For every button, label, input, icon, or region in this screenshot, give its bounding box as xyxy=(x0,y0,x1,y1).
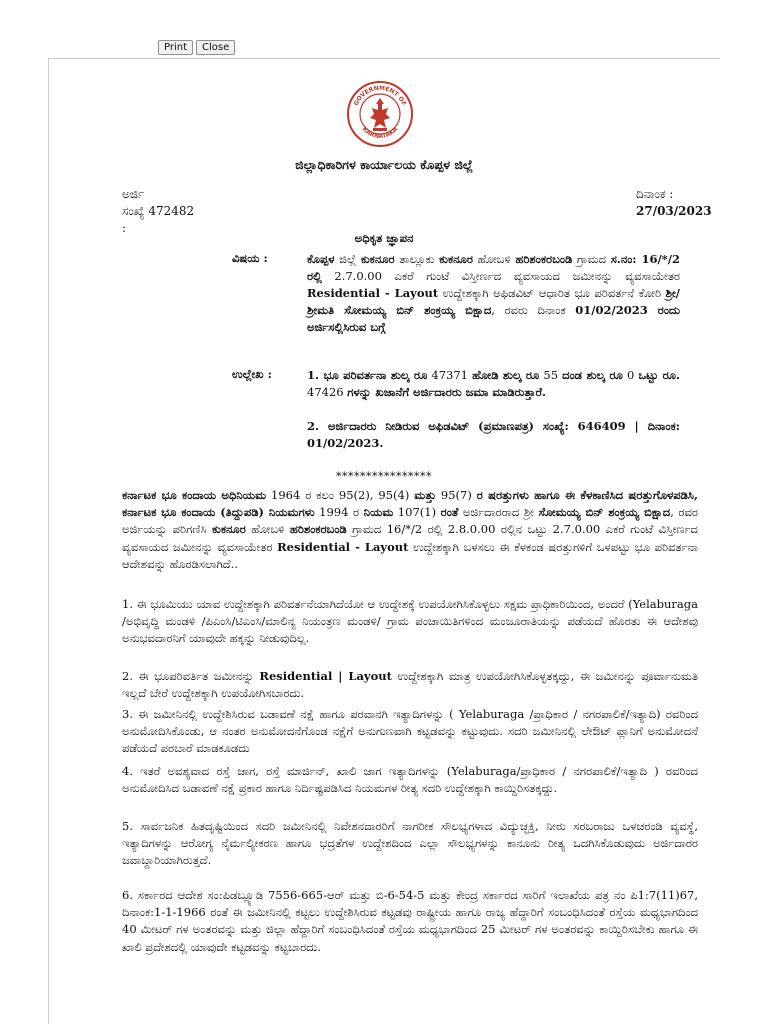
subject-text-1: ಜಿಲ್ಲೆ xyxy=(334,252,361,266)
condition-6: 6. ಸರ್ಕಾರದ ಆದೇಶ ಸಂ:ಪಿಡಬ್ಲ್ಯೂಡಿ 7556-665-ಆರ್ ಮತ್ತು ಬಿ-6-54-5 ಮತ್ತು ಕೇಂದ್ರ ಸರ್ಕಾರದ ಸಾರಿಗೆ ಇಲಾಖೆಯ ಪತ್ರ ನಂ ಪಿ1:7(11)67, ದಿನಾಂಕ:1-1-1966 ರಂತೆ ಈ ಜಮೀನಿನಲ್ಲಿ ಕಟ್ಟಲು ಉದ್ದೇಶಿಸಿರುವ ಕಟ್ಟಡವು ರಾಷ್ಟ್ರೀಯ ಹಾಗೂ ರಾಜ್ಯ ಹೆದ್ದಾರಿಗೆ ಸಂಬಂಧಿಸಿದಂತೆ ರಸ್ತೆಯ ಮಧ್ಯಭಾಗದಿಂದ 40 ಮೀಟರ್ ಗಳ ಅಂತರವನ್ನು ಮತ್ತು ಜಿಲ್ಲಾ ಹೆದ್ದಾರಿಗೆ ಸಂಬಂಧಿಸಿದಂತೆ ರಸ್ತೆಯ ಮಧ್ಯಭಾಗದಿಂದ 25 ಮೀಟರ್ ಗಳ ಅಂತರವನ್ನು ಕಾಯ್ದಿರಿಸಬೇಕು ಹಾಗೂ ಈ ಖಾಲಿ ಪ್ರದೇಶದಲ್ಲಿ ಯಾವುದೇ ಕಟ್ಟಡವನ್ನು ಕಟ್ಟಬಾರದು. xyxy=(122,888,698,954)
toolbar xyxy=(158,40,235,55)
subject-text-4: ಗ್ರಾಮದ xyxy=(572,252,611,266)
ref-hodi-label: ಹೋಡಿ ಶುಲ್ಕ ರೂ xyxy=(472,368,540,382)
date-value: 27/03/2023 xyxy=(636,204,712,218)
subject-survey-number: ಸ.ನಂ: 16/*/2 ರಲ್ಲಿ xyxy=(307,252,680,283)
condition-3: 3. ಈ ಜಮೀನಿನಲ್ಲಿ ಉದ್ದೇಶಿಸಿರುವ ಬಡಾವಣೆ ನಕ್ಷೆ ಹಾಗೂ ಪರವಾನಗಿ ಇತ್ಯಾದಿಗಳನ್ನು ( Yelaburaga /ಪ್ರಾಧಿಕಾರ / ನಗರಪಾಲಿಕೆ/ಇತ್ಯಾದಿ) ರವರಿಂದ ಅನುಮೋದಿಸಿಕೊಂಡು, ಆ ನಂತರ ಅನುಮೋದನೆಗೊಂಡ ನಕ್ಷೆಗೆ ಅನುಗುಣವಾಗಿ ಕಟ್ಟಡವನ್ನು ಕಟ್ಟುವುದು. ಸದರಿ ಜಮೀನಿನಲ್ಲಿ ಲೇಔಟ್ ಪ್ಲಾನಿಗೆ ಅನುಮೋದನೆ ಪಡೆಯದೆ ಪರಬಾರೆ ಮಾಡಕೂಡದು xyxy=(122,707,698,756)
emblem-top-text: GOVERNMENT OF xyxy=(352,84,408,107)
page-top-border xyxy=(48,58,720,59)
intro-text-p: ಗ್ರಾಮದ 16/*/2 ರಲ್ಲಿ 2.8.0.00 ರಲ್ಲಿನ ಒಟ್ಟು 2.7.0.00 ಎಕರೆ ಗುಂಟೆ ವಿಸ್ತೀರ್ಣದ ವ್ಯವಸಾಯದ ಜಮೀನನ್ನು ವ್ಯವಸಾಯೇತರ xyxy=(122,522,698,554)
intro-sections: 1964 ರ ಕಲಂ 95(2), 95(4) xyxy=(266,488,415,502)
reference-item-2: 2. ಅರ್ಜಿದಾರರು ನೀಡಿರುವ ಅಫಿಡವಿಟ್ (ಪ್ರಮಾಣಪತ್ರ) ಸಂಖ್ಯೆ: 646409 | ದಿನಾಂಕ: 01/02/2023. xyxy=(307,419,680,450)
intro-rule: ನಿಯಮ xyxy=(363,505,394,520)
application-number-block xyxy=(122,186,194,237)
date-label: ದಿನಾಂಕ : xyxy=(636,187,674,201)
intro-purpose: Residential - Layout xyxy=(277,539,409,554)
subject-purpose: Residential - Layout xyxy=(307,286,439,300)
condition-5: 5. ಸಾರ್ವಜನಿಕ ಹಿತದೃಷ್ಟಿಯಿಂದ ಸದರಿ ಜಮೀನಿನಲ್ಲಿ ನಿವೇಶನದಾರರಿಗೆ ನಾಗರೀಕ ಸೌಲಭ್ಯಗಳಾದ ವಿದ್ಯುಚ್ಛಕ್ತಿ, ನೀರು ಸರಬರಾಜು ಒಳಚರಂಡಿ ವ್ಯವಸ್ಥೆ, ಇತ್ಯಾದಿಗಳನ್ನು ಆರೋಗ್ಯ ನೈರ್ಮಲ್ಯೀಕರಣ ಹಾಗೂ ಭದ್ರತೆಗಳ ಉದ್ದೇಶದಿಂದ ಎಲ್ಲಾ ಸೌಲಭ್ಯಗಳನ್ನು ಕಾನೂನು ರೀತ್ಯ ಒದಗಿಸಿಕೊಡುವುದು ಅರ್ಜಿದಾರರ ಜವಾಬ್ದಾರಿಯಾಗಿರುತ್ತದೆ. xyxy=(122,819,698,868)
intro-applicant-prefix: ಅರ್ಜಿದಾರರಾದ ಶ್ರೀ xyxy=(458,505,539,520)
intro-paragraph xyxy=(122,487,698,573)
condition-2-text-c: ಉದ್ದೇಶಕ್ಕಾಗಿ ಮಾತ್ರ ಉಪಯೋಗಿಸಿಕೊಳ್ಳತಕ್ಕದ್ದು, ಈ ಜಮೀನನ್ನು ಪೂರ್ವಾನುಮತಿ ಇಲ್ಲದೆ ಬೇರೆ ಉದ್ದೇಶಕ್ಕಾಗಿ ಉಪಯೋಗಿಸಬಾರದು. xyxy=(122,669,698,701)
intro-text-l: , ರವರ ಅರ್ಜಿಯನ್ನು ಪರಿಗಣಿಸಿ xyxy=(122,505,698,537)
print-button[interactable]: Print xyxy=(158,40,193,55)
intro-year: 1994 ರ xyxy=(314,505,364,520)
ref-total-value: 47426 xyxy=(307,385,348,399)
condition-2 xyxy=(122,668,698,702)
subject-district: ಕೊಪ್ಪಳ xyxy=(307,252,335,266)
karnataka-emblem-icon xyxy=(346,80,414,148)
subject-taluk: ಕುಕನೂರ xyxy=(360,252,395,266)
intro-section-957: 95(7) xyxy=(435,488,477,502)
intro-act: ಕರ್ನಾಟಕ ಭೂ ಕಂದಾಯ ಅಧಿನಿಯಮ xyxy=(122,488,267,502)
separator: **************** xyxy=(336,470,432,483)
subject-hobli: ಕುಕನೂರ xyxy=(439,252,473,266)
intro-and: ಮತ್ತು xyxy=(414,488,436,502)
subject-application-date: 01/02/2023 ರಂದು ಅರ್ಜಿಸಲ್ಲಿಸಿರುವ ಬಗ್ಗೆ xyxy=(307,303,680,334)
intro-as-per: ರಂತೆ xyxy=(440,505,459,520)
date-block xyxy=(636,186,712,220)
close-button[interactable]: Close xyxy=(196,40,235,55)
intro-applicant: ಸೋಮಯ್ಯ ಬಿನ್ ಶಂಕ್ರಯ್ಯ ಬಿಕ್ಷಾದ xyxy=(538,505,671,520)
intro-rule-number: 107(1) xyxy=(393,505,441,520)
intro-text-r: ಉದ್ದೇಶಕ್ಕಾಗಿ ಬಳಸಲು ಈ ಕೆಳಕಂಡ ಷರತ್ತುಗಳಿಗೆ ಒಳಪಟ್ಟು ಭೂ ಪರಿವರ್ತನಾ ಆದೇಶವನ್ನು ಹೊರಡಿಸಲಾಗಿದೆ.. xyxy=(122,539,698,571)
application-label: ಅರ್ಜಿ xyxy=(122,187,145,201)
svg-text:KARNATAKA xyxy=(361,126,400,141)
condition-4: 4. ಇತರೆ ಅವಶ್ಯವಾದ ರಸ್ತೆ ಜಾಗ, ರಸ್ತೆ ಮಾರ್ಜಿನ್, ಖಾಲಿ ಜಾಗ ಇತ್ಯಾದಿಗಳನ್ನು (Yelaburaga/ಪ್ರಾಧಿಕಾರ / ನಗರಪಾಲಿಕೆ/ಇತ್ಯಾದಿ ) ರವರಿಂದ ಅನುಮೋದಿಸಿದ ಬಡಾವಣೆ ನಕ್ಷೆ ಪ್ರಕಾರ ಹಾಗೂ ನಿರ್ದಿಷ್ಟಪಡಿಸಿದ ನಿಯಮಗಳ ರೀತ್ಯ ಸದರಿ ಉದ್ದೇಶಕ್ಕಾಗಿ ಕಾಯ್ದಿರಿಸತಕ್ಕದ್ದು. xyxy=(122,764,698,796)
emblem-bottom-text: KARNATAKA xyxy=(360,125,400,141)
subject-text xyxy=(307,251,680,336)
ref-fee-value: 47371 xyxy=(427,368,473,382)
subject-text-6: ಉದ್ದೇಶಕ್ಕಾಗಿ ಅಫಿಡವಿಟ್ ಆಧಾರಿತ ಭೂ ಪರಿವರ್ತನೆ ಕೋರಿ xyxy=(438,286,666,300)
page-left-border xyxy=(48,58,49,1024)
ref-fee-label: 1. ಭೂ ಪರಿವರ್ತನಾ ಶುಲ್ಕ ರೂ xyxy=(307,368,428,382)
subject-village: ಹರಿಶಂಕರಬಂಡಿ xyxy=(515,252,573,266)
subject-applicant: ಶ್ರೀ/ಶ್ರೀಮತಿ ಸೋಮಯ್ಯ ಬಿನ್ ಶಂಕ್ರಯ್ಯ ಬಿಕ್ಷಾದ xyxy=(307,286,680,317)
subject-text-7: , ರವರು ದಿನಾಂಕ xyxy=(491,303,576,317)
application-number: ಸಂಖ್ಯೆ 472482 xyxy=(122,204,195,218)
application-colon: : xyxy=(122,221,127,235)
intro-text-n: ಹೋಬಳಿ xyxy=(245,522,290,537)
condition-1: 1. ಈ ಭೂಮಿಯು ಯಾವ ಉದ್ದೇಶಕ್ಕಾಗಿ ಪರಿವರ್ತನೆಯಾಗಿದೆಯೋ ಆ ಉದ್ದೇಶಕ್ಕೆ ಉಪಯೋಗಿಸಿಕೊಳ್ಳಲು ಸಕ್ಷಮ ಪ್ರಾಧಿಕಾರಿಯಿಂದ, ಅಂದರೆ (Yelaburaga /ಅಭಿವೃದ್ಧಿ ಮಂಡಳಿ /ಪಿಎಂಸಿ/ಟಿಎಂಸಿ/ಮಾಲಿನ್ಯ ನಿಯಂತ್ರಣ ಮಂಡಳಿ/ ಗ್ರಾಮ ಪಂಚಾಯಿತಿಗಳಿಂದ ಮಂಜೂರಾತಿಯನ್ನು ಪಡೆಯದೆ ಹೊರತು ಈ ಆದೇಶವು ಅನುಭವದಾರನಿಗೆ ಯಾವುದೇ ಹಕ್ಕನ್ನು ನೀಡುವುದಿಲ್ಲ. xyxy=(122,597,698,646)
condition-2-purpose: Residential | Layout xyxy=(259,669,392,683)
reference-item-1 xyxy=(307,367,680,401)
ref-deposit-text: ಗಳನ್ನು ಖಜಾನೆಗೆ ಅರ್ಜಿದಾರರು ಜಮಾ ಮಾಡಿರುತ್ತಾರೆ. xyxy=(347,385,546,399)
reference-label: ಉಲ್ಲೇಖ : xyxy=(232,367,272,381)
ref-penalty-label: ದಂಡ ಶುಲ್ಕ ರೂ xyxy=(562,368,623,382)
subject-text-5: 2.7.0.00 ಎಕರೆ ಗುಂಟೆ ವಿಸ್ತೀರ್ಣದ ವ್ಯವಸಾಯದ ಜಮೀನನ್ನು ವ್ಯವಸಾಯೇತರ xyxy=(321,269,680,283)
ref-total-label: ಒಟ್ಟು ರೂ. xyxy=(638,368,680,382)
office-title: ಜಿಲ್ಲಾಧಿಕಾರಿಗಳ ಕಾರ್ಯಾಲಯ ಕೊಪ್ಪಳ ಜಿಲ್ಲೆ xyxy=(295,157,473,172)
ref-penalty-value: 0 xyxy=(622,368,639,382)
subject-text-2: ತಾಲ್ಲೂಕು xyxy=(394,252,440,266)
condition-2-text-a: 2. ಈ ಭೂಪರಿವರ್ತಿತ ಜಮೀನನ್ನು xyxy=(122,669,260,683)
subject-text-3: ಹೋಬಳಿ xyxy=(472,252,516,266)
intro-village: ಹರಿಶಂಕರಬಂಡಿ xyxy=(289,522,347,537)
notice-title: ಅಧಿಕೃತ ಜ್ಞಾಪನ xyxy=(354,231,414,245)
ref-hodi-value: 55 xyxy=(539,368,563,382)
intro-hobli: ಕುಕನೂರ xyxy=(212,522,246,537)
intro-conditions: ರ ಷರತ್ತುಗಳು ಹಾಗೂ ಈ ಕೆಳಕಾಣಿಸಿದ ಷರತ್ತುಗೊಳಪಡಿಸಿ, ಕರ್ನಾಟಕ ಭೂ ಕಂದಾಯ (ತಿದ್ದುಪಡಿ) ನಿಯಮಗಳು xyxy=(122,488,699,520)
subject-label: ವಿಷಯ : xyxy=(232,251,268,265)
